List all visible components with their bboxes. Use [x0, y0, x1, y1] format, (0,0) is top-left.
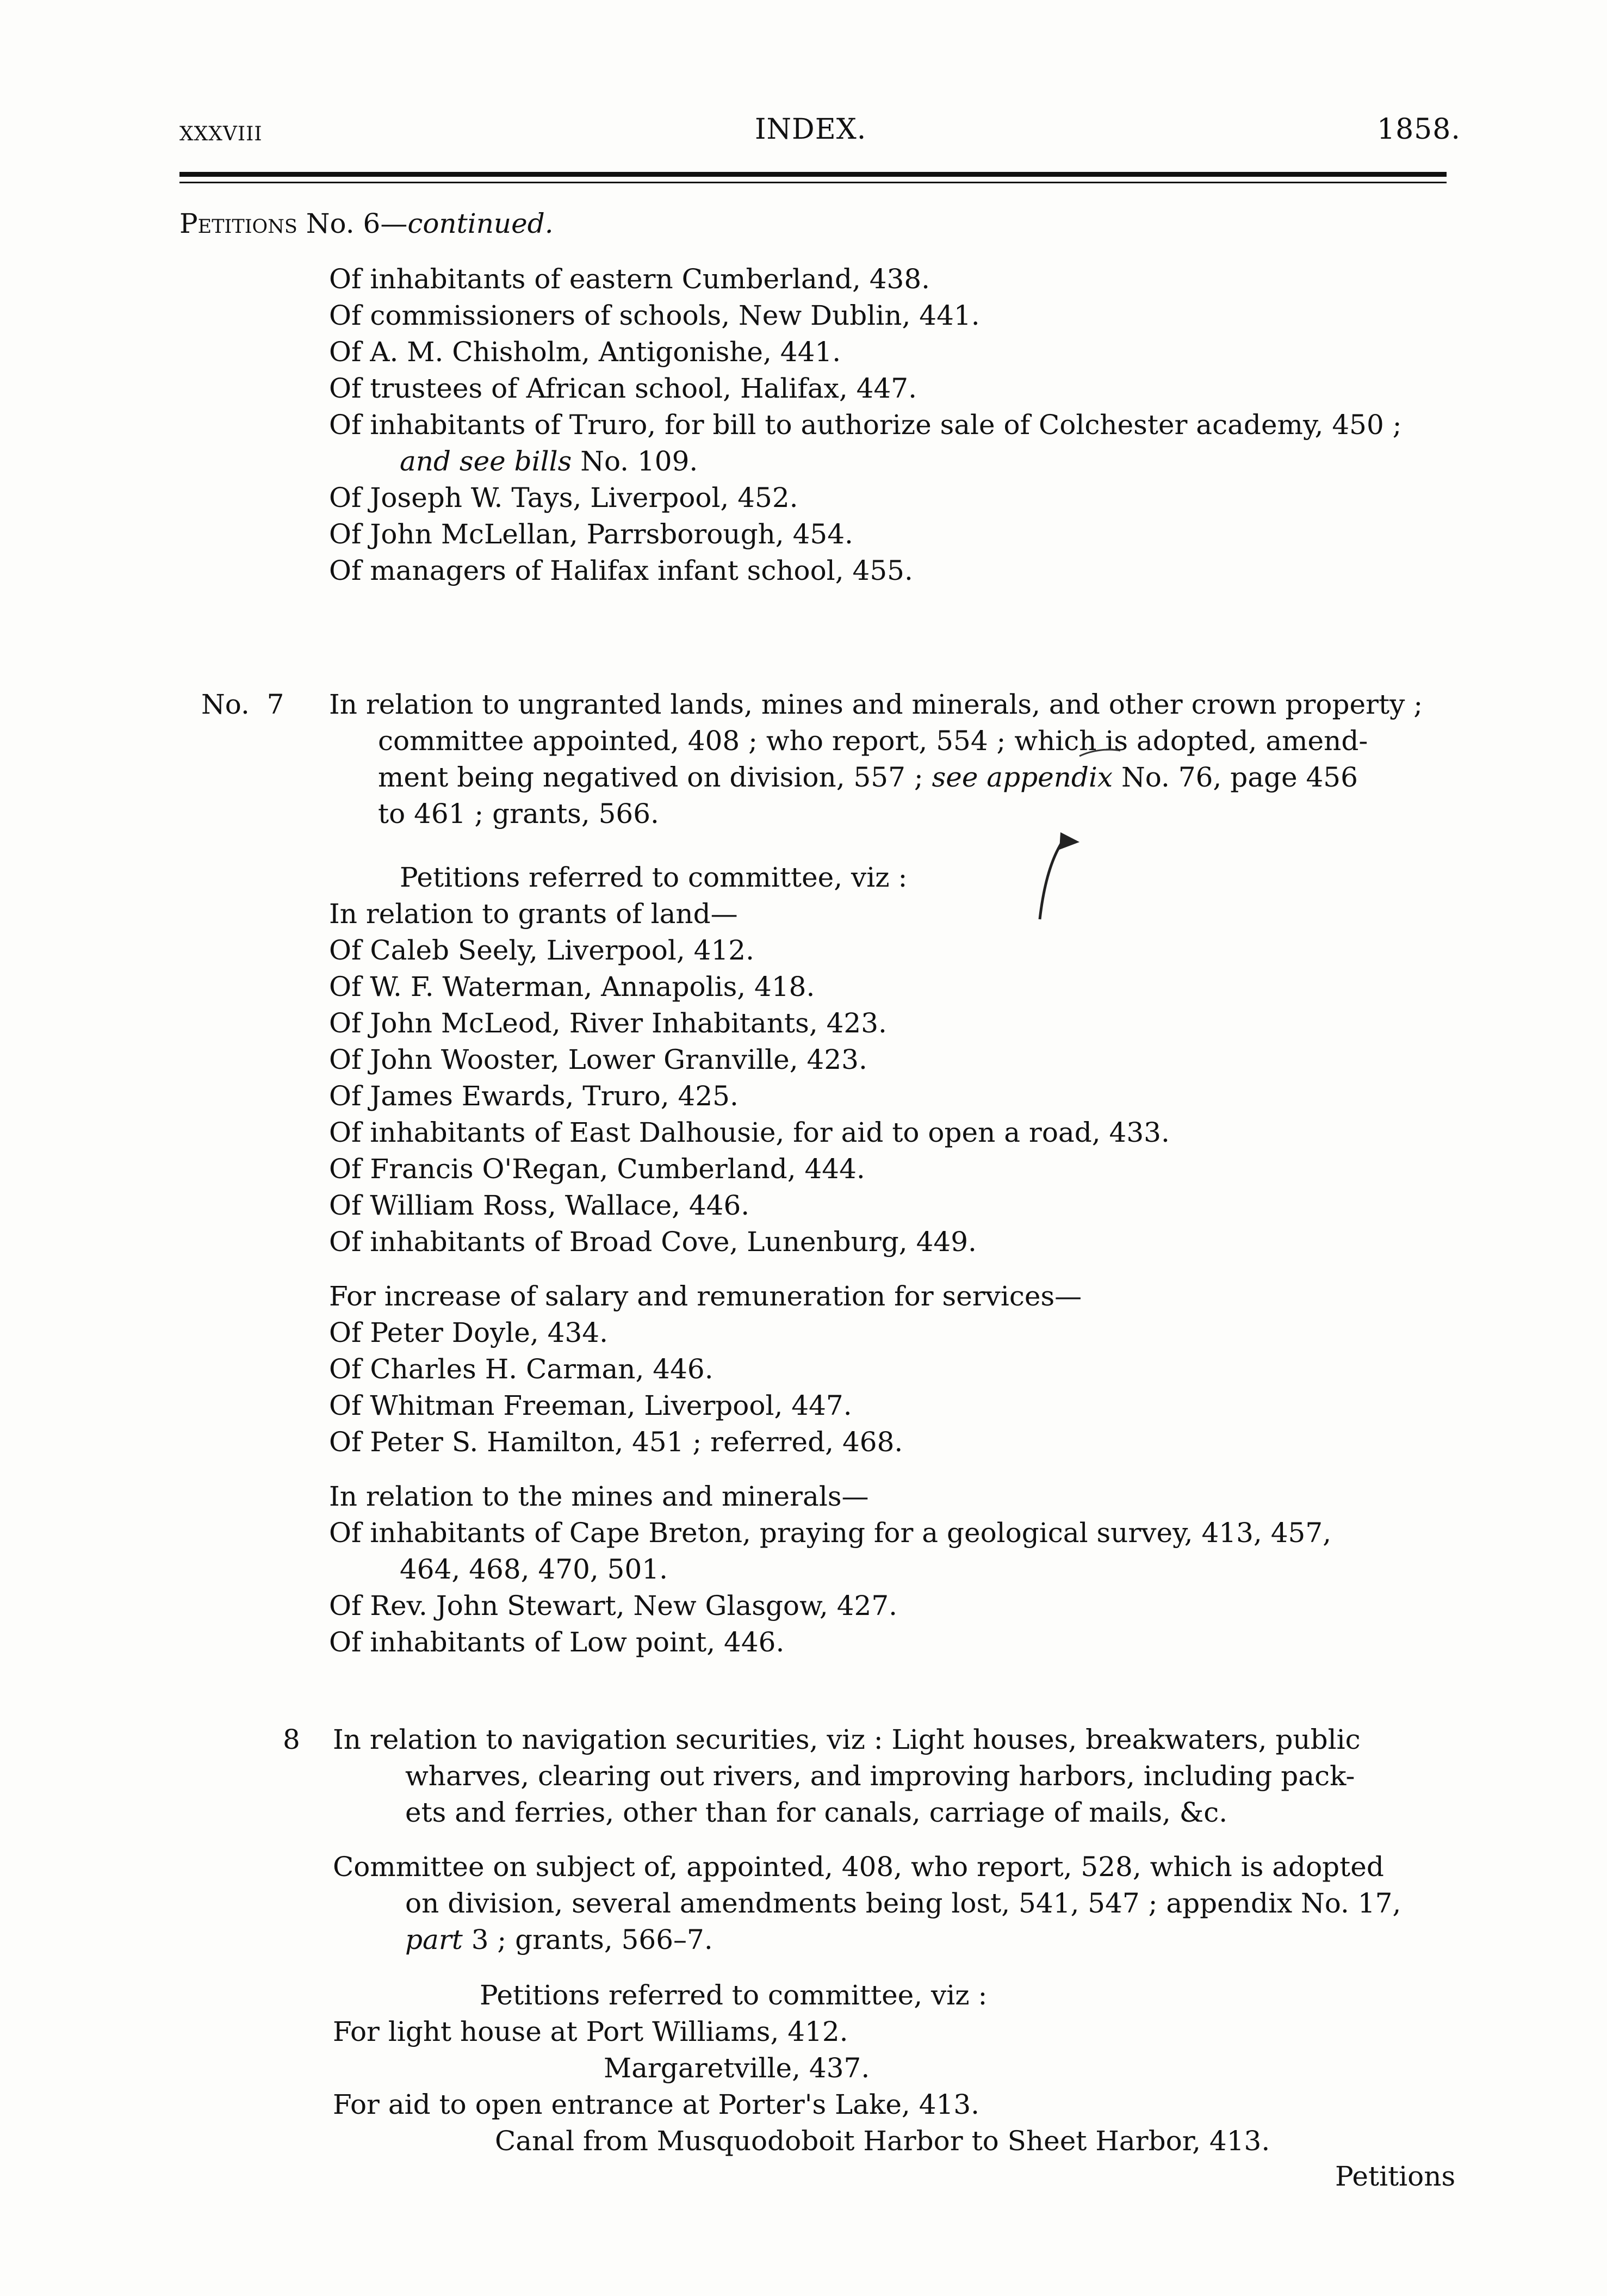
list-item: Of inhabitants of Broad Cove, Lunenburg, 449.	[329, 1226, 977, 1258]
list-item: Of Peter S. Hamilton, 451 ; referred, 468.	[329, 1426, 903, 1458]
committee-line: Committee on subject of, appointed, 408, who report, 528, which is adopted	[333, 1851, 1384, 1883]
list-item: Of inhabitants of Low point, 446.	[329, 1626, 785, 1658]
list-item: Of Peter Doyle, 434.	[329, 1317, 608, 1348]
group-heading: In relation to grants of land—	[329, 898, 738, 930]
list-item: Of Joseph W. Tays, Liverpool, 452.	[329, 482, 798, 513]
section-intro-line: committee appointed, 408 ; who report, 554 ; which is adopted, amend-	[378, 725, 1368, 757]
section-intro-line: to 461 ; grants, 566.	[378, 798, 659, 830]
page-title: INDEX.	[755, 113, 867, 146]
running-head-continued: continued.	[407, 208, 554, 239]
list-item: Margaretville, 437.	[604, 2052, 870, 2084]
list-item: Of John McLeod, River Inhabitants, 423.	[329, 1007, 887, 1039]
section-intro-line: wharves, clearing out rivers, and improving harbors, including pack-	[405, 1760, 1355, 1792]
list-item: Of W. F. Waterman, Annapolis, 418.	[329, 971, 815, 1002]
list-item: Of James Ewards, Truro, 425.	[329, 1080, 739, 1112]
running-head-number: No. 6—	[306, 208, 408, 239]
page-year: 1858.	[1377, 113, 1461, 146]
list-item: Of John McLellan, Parrsborough, 454.	[329, 518, 853, 550]
committee-line: on division, several amendments being lost, 541, 547 ; appendix No. 17,	[405, 1887, 1401, 1919]
list-item: Of Charles H. Carman, 446.	[329, 1353, 713, 1385]
section-intro-line: In relation to ungranted lands, mines and minerals, and other crown property ;	[329, 689, 1423, 720]
part-rest: 3 ; grants, 566–7.	[462, 1924, 713, 1955]
section-number: No. 7	[201, 689, 284, 720]
see-bills-number: No. 109.	[572, 445, 698, 477]
part-italic: part	[405, 1924, 463, 1955]
section-number: 8	[283, 1724, 300, 1755]
running-head-label: Petitions	[179, 208, 297, 239]
list-item: Of John Wooster, Lower Granville, 423.	[329, 1044, 867, 1075]
list-item: Of managers of Halifax infant school, 455.	[329, 555, 913, 586]
list-item: Of commissioners of schools, New Dublin, 441.	[329, 300, 980, 331]
section-intro-line: ets and ferries, other than for canals, carriage of mails, &c.	[405, 1797, 1228, 1828]
list-item: Of inhabitants of Cape Breton, praying for a geological survey, 413, 457,	[329, 1517, 1332, 1549]
list-item: Of Francis O'Regan, Cumberland, 444.	[329, 1153, 865, 1185]
list-item: For light house at Port Williams, 412.	[333, 2016, 848, 2047]
list-item: Of inhabitants of eastern Cumberland, 438.	[329, 263, 930, 295]
list-item: Of William Ross, Wallace, 446.	[329, 1190, 750, 1221]
group-heading: For increase of salary and remuneration for services—	[329, 1280, 1082, 1312]
referred-heading: Petitions referred to committee, viz :	[480, 1979, 988, 2011]
list-item: Of trustees of African school, Halifax, 447.	[329, 373, 917, 404]
list-item: Of inhabitants of Truro, for bill to authorize sale of Colchester academy, 450 ;	[329, 409, 1402, 441]
list-item: Of Whitman Freeman, Liverpool, 447.	[329, 1390, 852, 1421]
catchword: Petitions	[1335, 2161, 1456, 2192]
page-number: xxxviii	[179, 115, 263, 147]
section-intro-line: In relation to navigation securities, viz : Light houses, breakwaters, public	[333, 1724, 1361, 1755]
see-bills-italic: and see bills	[400, 445, 572, 477]
section-intro-text: ment being negatived on division, 557 ;	[378, 762, 923, 793]
list-item: Of Caleb Seely, Liverpool, 412.	[329, 935, 755, 966]
list-item: For aid to open entrance at Porter's Lake, 413.	[333, 2089, 980, 2120]
see-appendix-italic: see appendix	[932, 762, 1113, 793]
list-item: Of A. M. Chisholm, Antigonishe, 441.	[329, 336, 841, 368]
referred-heading: Petitions referred to committee, viz :	[400, 862, 908, 893]
group-heading: In relation to the mines and minerals—	[329, 1481, 869, 1512]
list-item: Of Rev. John Stewart, New Glasgow, 427.	[329, 1590, 898, 1622]
list-item-continuation: 464, 468, 470, 501.	[400, 1554, 668, 1585]
list-item: Of inhabitants of East Dalhousie, for aid to open a road, 433.	[329, 1117, 1170, 1148]
list-item: Canal from Musquodoboit Harbor to Sheet Harbor, 413.	[495, 2125, 1270, 2157]
appendix-reference: No. 76, page 456	[1113, 762, 1358, 793]
